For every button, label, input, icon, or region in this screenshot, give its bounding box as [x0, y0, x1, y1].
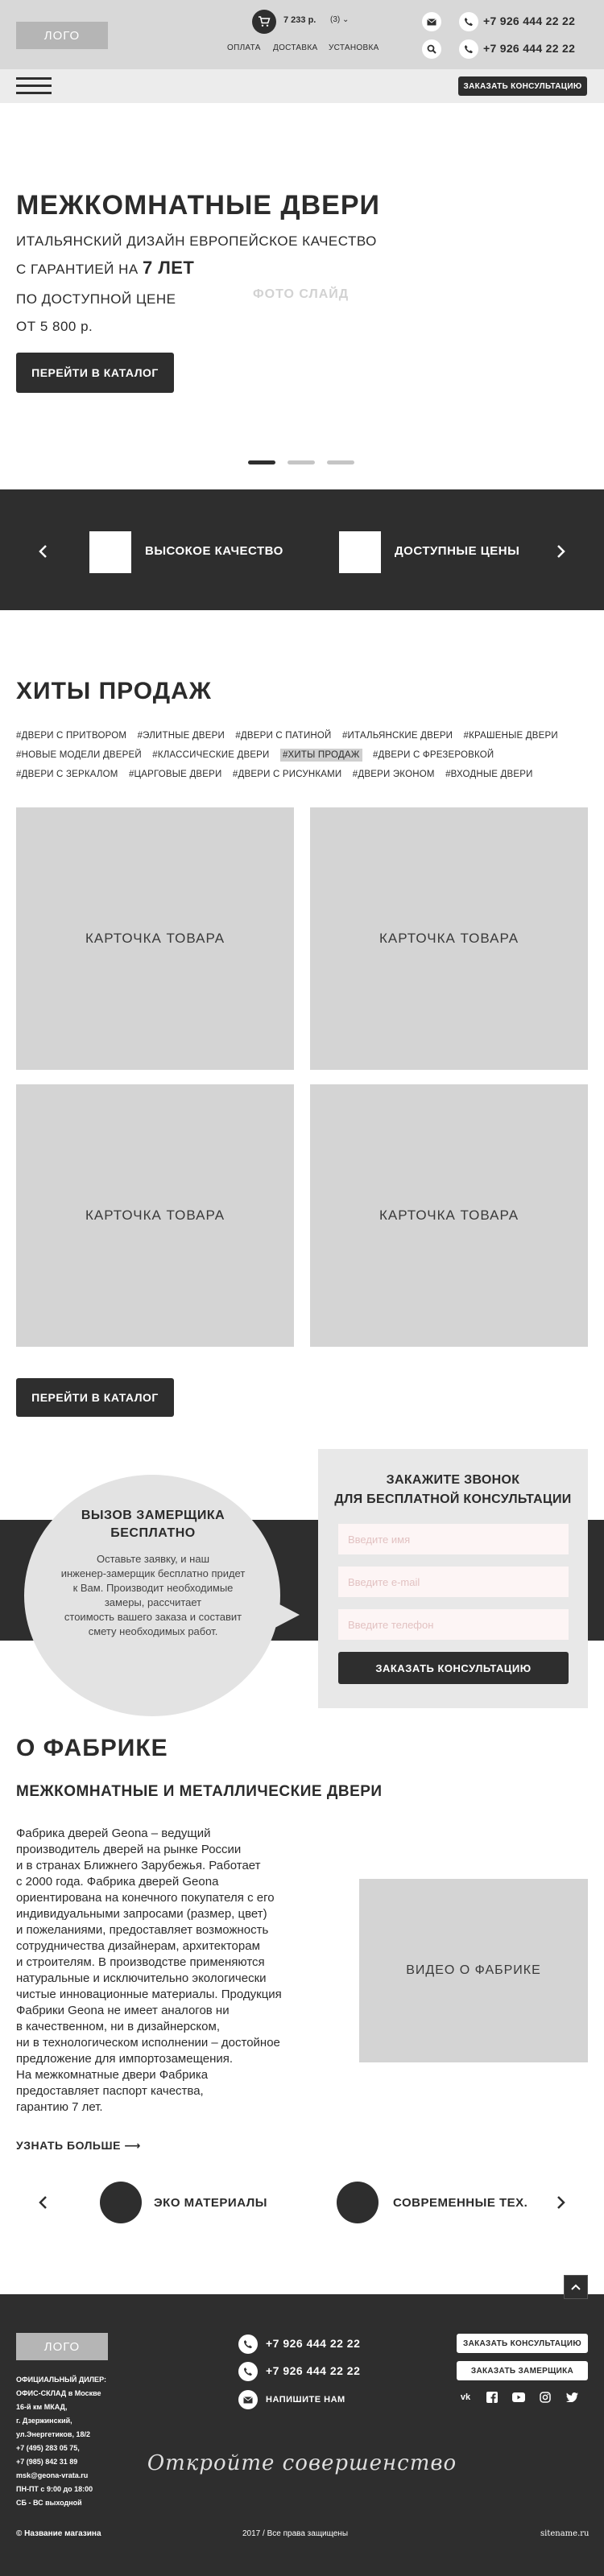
- footer-slogan: Откройте совершенство: [147, 2451, 457, 2475]
- nav-delivery[interactable]: ДОСТАВКА: [273, 43, 318, 52]
- tag-3[interactable]: #ИТАЛЬЯНСКИЕ ДВЕРИ: [341, 731, 453, 741]
- about-text: Фабрика дверей Geona – ведущий производитель дверей на рынке России и в странах Ближнего Зарубежья. Работает с 2000 года. Фабрика дверей Geona ориентирована на конечного покупателя с его индивидуальными запросами (размер, цвет) и пожеланиями, предоставляет возможность сотрудничества дизайнерам, архитекторам и строителям. В производстве применяются натуральные и исключительно экологически чистые инновационные материалы. Продукция Фабрики Geona не имеет аналогов ни в качественном, ни в дизайнерском, ни в технологическом исполнении – достойное предложение для импортозамещения. На межкомнатные двери Фабрика предоставляет паспорт качества, гарантию 7 лет.: [16, 1827, 282, 2114]
- hero-catalog-button[interactable]: ПЕРЕЙТИ В КАТАЛОГ: [16, 353, 174, 393]
- name-input[interactable]: [338, 1524, 569, 1554]
- product-card-4[interactable]: КАРТОЧКА ТОВАРА: [310, 1084, 588, 1347]
- feature-quality: ВЫСОКОЕ КАЧЕСТВО: [145, 544, 283, 558]
- footer-info-line: СБ - ВС выходной: [16, 2499, 82, 2507]
- learn-more-link[interactable]: УЗНАТЬ БОЛЬШЕ ⟶: [16, 2139, 141, 2152]
- arrow-left-icon[interactable]: [35, 2194, 52, 2211]
- advantage-eco: ЭКО МАТЕРИАЛЫ: [154, 2196, 267, 2210]
- footer-info-line: ОФИЦИАЛЬНЫЙ ДИЛЕР:: [16, 2376, 106, 2384]
- footer-logo[interactable]: ЛОГО: [16, 2333, 108, 2360]
- footer-info-line: 16-й км МКАД,: [16, 2403, 68, 2411]
- bubble-tail: [266, 1597, 300, 1633]
- tag-7[interactable]: #ХИТЫ ПРОДАЖ: [280, 749, 362, 762]
- product-card-1[interactable]: КАРТОЧКА ТОВАРА: [16, 807, 294, 1070]
- tag-9[interactable]: #ДВЕРИ С ЗЕРКАЛОМ: [16, 770, 118, 779]
- footer-dealer-info: [16, 2373, 161, 2510]
- phone-icon: [238, 2362, 258, 2381]
- phone-icon: [238, 2334, 258, 2354]
- mail-icon[interactable]: [422, 12, 441, 31]
- slider-dot-2[interactable]: [288, 460, 315, 464]
- slider-dot-3[interactable]: [327, 460, 354, 464]
- measure-text: Оставьте заявку, и наш инженер-замерщик бесплатно придет к Вам. Производит необходимые замеры, рассчитает стоимость вашего заказа и составит смету необходимых работ.: [60, 1553, 246, 1637]
- footer-copyright: 2017 / Все права защищены: [242, 2529, 349, 2538]
- footer-shop-name: © Название магазина: [16, 2529, 101, 2538]
- tag-12[interactable]: #ДВЕРИ ЭКОНОМ: [352, 770, 435, 779]
- footer-site[interactable]: sitename.ru: [540, 2529, 590, 2538]
- tag-10[interactable]: #ЦАРГОВЫЕ ДВЕРИ: [128, 770, 222, 779]
- tag-1[interactable]: #ЭЛИТНЫЕ ДВЕРИ: [137, 731, 225, 741]
- scroll-up-icon[interactable]: [564, 2275, 588, 2299]
- footer-info-line: ул.Энергетиков, 18/2: [16, 2430, 90, 2438]
- bestsellers-title: ХИТЫ ПРОДАЖ: [16, 678, 212, 704]
- logo[interactable]: ЛОГО: [16, 22, 108, 49]
- footer-phone-1[interactable]: +7 926 444 22 22: [266, 2337, 361, 2350]
- write-us-link[interactable]: НАПИШИТЕ НАМ: [266, 2395, 345, 2405]
- phone-input[interactable]: [338, 1609, 569, 1640]
- footer-phone-2[interactable]: +7 926 444 22 22: [266, 2364, 361, 2377]
- hero-line-1: ИТАЛЬЯНСКИЙ ДИЗАЙН ЕВРОПЕЙСКОЕ КАЧЕСТВО: [16, 233, 377, 249]
- footer-info-line: г. Дзержинский,: [16, 2417, 72, 2425]
- chevron-down-icon: ⌄: [342, 15, 350, 24]
- tag-2[interactable]: #ДВЕРИ С ПАТИНОЙ: [235, 731, 332, 741]
- vk-icon[interactable]: vk: [460, 2392, 471, 2402]
- hero-title: МЕЖКОМНАТНЫЕ ДВЕРИ: [16, 190, 380, 221]
- price-icon: [339, 531, 381, 573]
- eco-materials-icon: [100, 2182, 142, 2223]
- footer-info-line: ОФИС-СКЛАД в Москве: [16, 2389, 101, 2397]
- arrow-left-icon[interactable]: [35, 543, 52, 559]
- feature-prices: ДОСТУПНЫЕ ЦЕНЫ: [395, 544, 520, 558]
- footer-measure-button[interactable]: ЗАКАЗАТЬ ЗАМЕРЩИКА: [457, 2361, 588, 2380]
- instagram-icon[interactable]: [539, 2391, 552, 2404]
- tag-8[interactable]: #ДВЕРИ С ФРЕЗЕРОВКОЙ: [372, 750, 494, 760]
- footer-consultation-button[interactable]: ЗАКАЗАТЬ КОНСУЛЬТАЦИЮ: [457, 2334, 588, 2353]
- product-card-3[interactable]: КАРТОЧКА ТОВАРА: [16, 1084, 294, 1347]
- hero-line-3: ПО ДОСТУПНОЙ ЦЕНЕ: [16, 291, 176, 307]
- footer-info-line: msk@geona-vrata.ru: [16, 2471, 89, 2479]
- footer-info-line: +7 (985) 842 31 89: [16, 2458, 78, 2466]
- product-card-2[interactable]: КАРТОЧКА ТОВАРА: [310, 807, 588, 1070]
- arrow-right-icon[interactable]: [552, 2194, 569, 2211]
- tag-4[interactable]: #КРАШЕНЫЕ ДВЕРИ: [463, 731, 558, 741]
- submit-consultation-button[interactable]: ЗАКАЗАТЬ КОНСУЛЬТАЦИЮ: [338, 1652, 569, 1684]
- footer-info-line: ПН-ПТ с 9:00 до 18:00: [16, 2485, 93, 2493]
- quality-icon: [89, 531, 131, 573]
- twitter-icon[interactable]: [565, 2391, 578, 2404]
- advantage-tech: СОВРЕМЕННЫЕ ТЕХ.: [393, 2196, 528, 2210]
- tag-6[interactable]: #КЛАССИЧЕСКИЕ ДВЕРИ: [152, 750, 270, 760]
- cart-count[interactable]: (3) ⌄: [330, 15, 350, 24]
- mail-icon[interactable]: [238, 2390, 258, 2409]
- nav-payment[interactable]: ОПЛАТА: [227, 43, 261, 52]
- tag-11[interactable]: #ДВЕРИ С РИСУНКАМИ: [232, 770, 342, 779]
- tag-0[interactable]: #ДВЕРИ С ПРИТВОРОМ: [16, 731, 127, 741]
- measure-title: ВЫЗОВ ЗАМЕРЩИКА БЕСПЛАТНО: [81, 1509, 225, 1540]
- nav-installation[interactable]: УСТАНОВКА: [329, 43, 379, 52]
- email-input[interactable]: [338, 1567, 569, 1597]
- search-icon[interactable]: [422, 39, 441, 59]
- facebook-icon[interactable]: [486, 2391, 499, 2404]
- callback-form-title: ЗАКАЖИТЕ ЗВОНОК ДЛЯ БЕСПЛАТНОЙ КОНСУЛЬТАЦИИ: [334, 1473, 572, 1506]
- header-phone-1[interactable]: +7 926 444 22 22: [483, 14, 576, 27]
- photo-slide-placeholder: ФОТО СЛАЙД: [253, 287, 350, 301]
- cart-icon[interactable]: [252, 10, 276, 34]
- tag-5[interactable]: #НОВЫЕ МОДЕЛИ ДВЕРЕЙ: [16, 750, 142, 760]
- cart-total[interactable]: 7 233 р.: [283, 15, 316, 25]
- bestsellers-catalog-button[interactable]: ПЕРЕЙТИ В КАТАЛОГ: [16, 1378, 174, 1417]
- about-title: О ФАБРИКЕ: [16, 1735, 168, 1761]
- slider-dot-1[interactable]: [248, 460, 275, 464]
- factory-video[interactable]: ВИДЕО О ФАБРИКЕ: [359, 1879, 588, 2062]
- hero-line-2: С ГАРАНТИЕЙ НА 7 ЛЕТ: [16, 258, 195, 278]
- order-consultation-button[interactable]: ЗАКАЗАТЬ КОНСУЛЬТАЦИЮ: [458, 76, 587, 96]
- tag-list: [16, 726, 580, 784]
- modern-tech-icon: [337, 2182, 379, 2223]
- arrow-right-icon[interactable]: [552, 543, 569, 559]
- footer-info-line: +7 (495) 283 05 75,: [16, 2444, 80, 2452]
- tag-13[interactable]: #ВХОДНЫЕ ДВЕРИ: [445, 770, 533, 779]
- phone-icon: [459, 12, 478, 31]
- about-subtitle: МЕЖКОМНАТНЫЕ И МЕТАЛЛИЧЕСКИЕ ДВЕРИ: [16, 1783, 383, 1800]
- youtube-icon[interactable]: [512, 2391, 525, 2404]
- hamburger-menu-icon[interactable]: [16, 77, 52, 95]
- social-links: [459, 2391, 578, 2404]
- hero-price: ОТ 5 800 р.: [16, 319, 93, 334]
- header-phone-2[interactable]: +7 926 444 22 22: [483, 42, 576, 55]
- phone-icon: [459, 39, 478, 59]
